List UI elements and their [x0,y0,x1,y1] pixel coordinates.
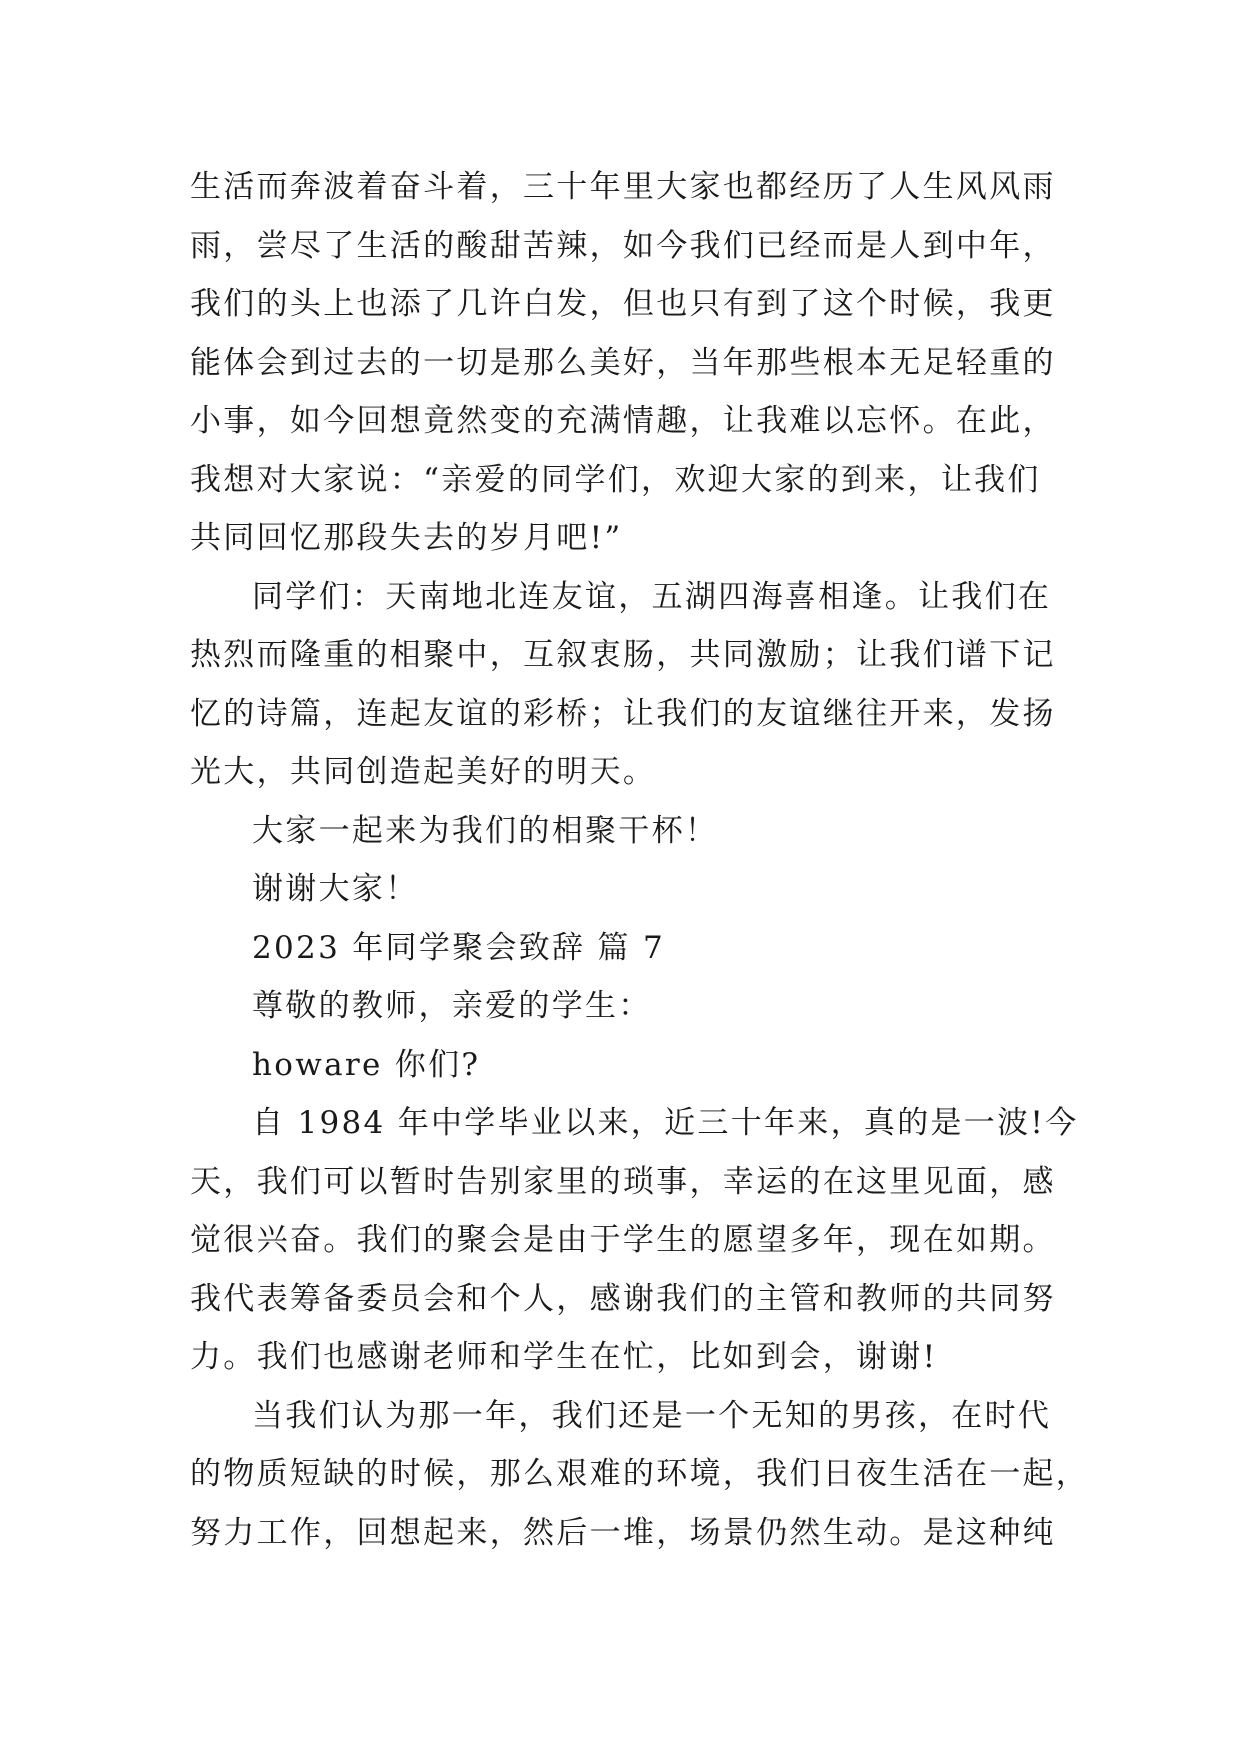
text-line: 能体会到过去的一切是那么美好，当年那些根本无足轻重的 [190,344,1056,381]
body-text [190,158,1090,1562]
text-line: 热烈而隆重的相聚中，互叙衷肠，共同激励；让我们谱下记 [190,637,1056,673]
text-line: 忆的诗篇，连起友谊的彩桥；让我们的友谊继往开来，发扬 [190,695,1056,732]
text-line: 的物质短缺的时候，那么艰难的环境，我们日夜生活在一起， [190,1456,1090,1492]
text-line: 小事，如今回想竟然变的充满情趣，让我难以忘怀。在此， [190,403,1056,439]
text-line: 努力工作，回想起来，然后一堆，场景仍然生动。是这种纯 [190,1514,1056,1551]
text-line: 共同回忆那段失去的岁月吧!” [190,520,623,556]
text-line: 尊敬的教师，亲爱的学生： [252,988,652,1024]
text-line: howare 你们? [252,1046,481,1083]
text-line: 大家一起来为我们的相聚干杯！ [252,812,719,849]
text-line: 雨，尝尽了生活的酸甜苦辣，如今我们已经而是人到中年， [190,227,1056,264]
text-line: 2023 年同学聚会致辞 篇 7 [252,929,665,966]
text-line: 天，我们可以暂时告别家里的琐事，幸运的在这里见面，感 [190,1163,1056,1200]
text-line: 我们的头上也添了几许白发，但也只有到了这个时候，我更 [190,286,1056,322]
text-line: 我想对大家说：“亲爱的同学们，欢迎大家的到来，让我们 [190,461,1041,498]
text-line: 当我们认为那一年，我们还是一个无知的男孩，在时代 [252,1397,1052,1434]
text-line: 生活而奔波着奋斗着，三十年里大家也都经历了人生风风雨 [190,169,1056,205]
text-line: 力。我们也感谢老师和学生在忙，比如到会，谢谢! [190,1339,938,1375]
text-line: 同学们：天南地北连友谊，五湖四海喜相逢。让我们在 [252,578,1052,615]
text-line: 我代表筹备委员会和个人，感谢我们的主管和教师的共同努 [190,1280,1056,1317]
text-line: 自 1984 年中学毕业以来，近三十年来，真的是一波!今 [252,1105,1079,1141]
text-line: 光大，共同创造起美好的明天。 [190,754,657,790]
text-line: 谢谢大家！ [252,871,419,907]
text-line: 觉很兴奋。我们的聚会是由于学生的愿望多年，现在如期。 [190,1222,1056,1258]
